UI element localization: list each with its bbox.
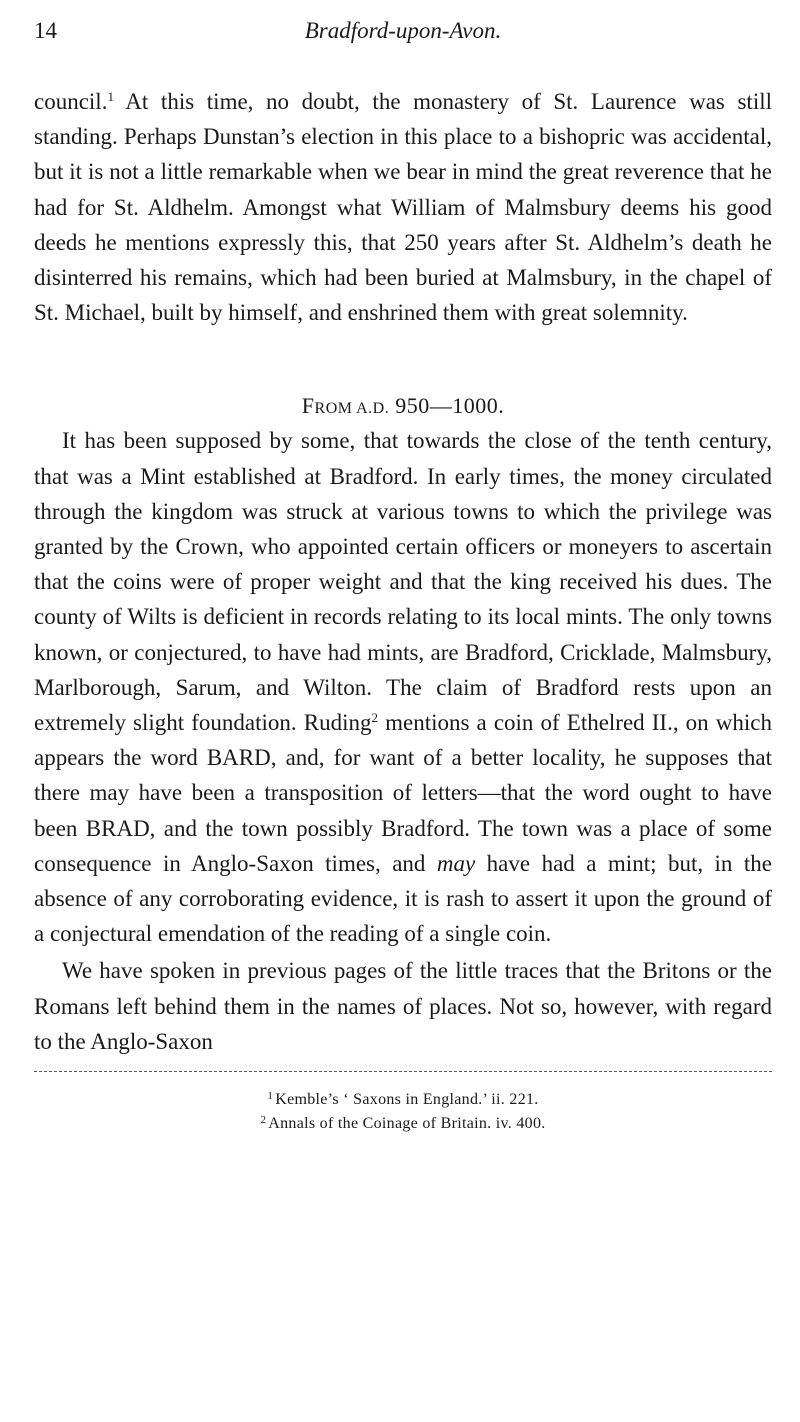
section-heading xyxy=(34,393,772,419)
running-head xyxy=(34,14,772,54)
running-title: Bradford-upon-Avon. xyxy=(304,18,502,43)
section-heading-date-range: 950—1000. xyxy=(389,393,505,419)
paragraph-3: We have spoken in previous pages of the little traces that the Britons or the Romans left behind them in the names of places. Not so, however, with regard to the Anglo-Saxon xyxy=(34,958,772,1054)
paragraph-1 xyxy=(34,84,772,330)
footnote-1-text: Kemble’s ‘ Saxons in England.’ ii. 221. xyxy=(275,1091,539,1109)
footnote-2 xyxy=(34,1110,772,1134)
paragraph-2-text-b: mentions a coin of Ethelred II., on which appears the word BARD, and, for want of a better locality, he supposes that there may have been a transposition of letters—that the word ought to have been BRAD, and the town possibly Bradford. The town was a place of some consequence in Anglo-Saxon times, and xyxy=(34,710,772,876)
paragraph-1-text-b: At this time, no doubt, the monastery of St. Laurence was still standing. Perhaps Dunstan’s election in this place to a bishopric was accidental, but it is not a little remarkable when we bear in mind the great reverence that he had for St. Aldhelm. Amongst what William of Malmsbury deems his good deeds he mentions expressly this, that 250 years after St. Aldhelm’s death he disinterred his remains, which had been buried at Malmsbury, in the chapel of St. Michael, built by himself, and enshrined them with great solemnity. xyxy=(34,89,772,326)
section-heading-initial: F xyxy=(301,393,315,419)
footnote-ref-2[interactable]: 2 xyxy=(371,710,378,726)
paragraph-2-emphasis: may xyxy=(436,850,476,876)
footnote-1-mark: 1 xyxy=(267,1090,274,1103)
paragraph-2-text-c: have had a mint; but, in the absence of any corroborating evidence, it is rash to assert it upon the ground of a conjectural emendation of the reading of a single coin. xyxy=(34,850,772,947)
footnote-2-text: Annals of the Coinage of Britain. iv. 400. xyxy=(268,1115,546,1133)
section-heading-small-caps: ROM A.D. xyxy=(314,400,390,418)
paragraph-2-text-a: It has been supposed by some, that towards the close of the tenth century, that was a Mint established at Bradford. In early times, the money circulated through the kingdom was struck at various towns to which the privilege was granted by the Crown, who appointed certain officers or moneyers to ascertain that the coins were of proper weight and that the king received his dues. The county of Wilts is deficient in records relating to its local mints. The only towns known, or conjectured, to have had mints, are Bradford, Cricklade, Malmsbury, Marlborough, Sarum, and Wilton. The claim of Bradford rests upon an extremely slight foundation. Ruding xyxy=(34,428,772,736)
book-page xyxy=(34,14,772,1414)
paragraph-1-text-a: council. xyxy=(34,89,108,114)
footnote-ref-1[interactable]: 1 xyxy=(107,89,114,104)
footnotes xyxy=(34,1086,772,1134)
paragraph-2 xyxy=(34,423,772,951)
footnote-1 xyxy=(34,1086,772,1110)
page-number: 14 xyxy=(34,18,57,43)
footnote-divider xyxy=(34,1071,772,1072)
footnote-2-mark: 2 xyxy=(260,1114,267,1127)
